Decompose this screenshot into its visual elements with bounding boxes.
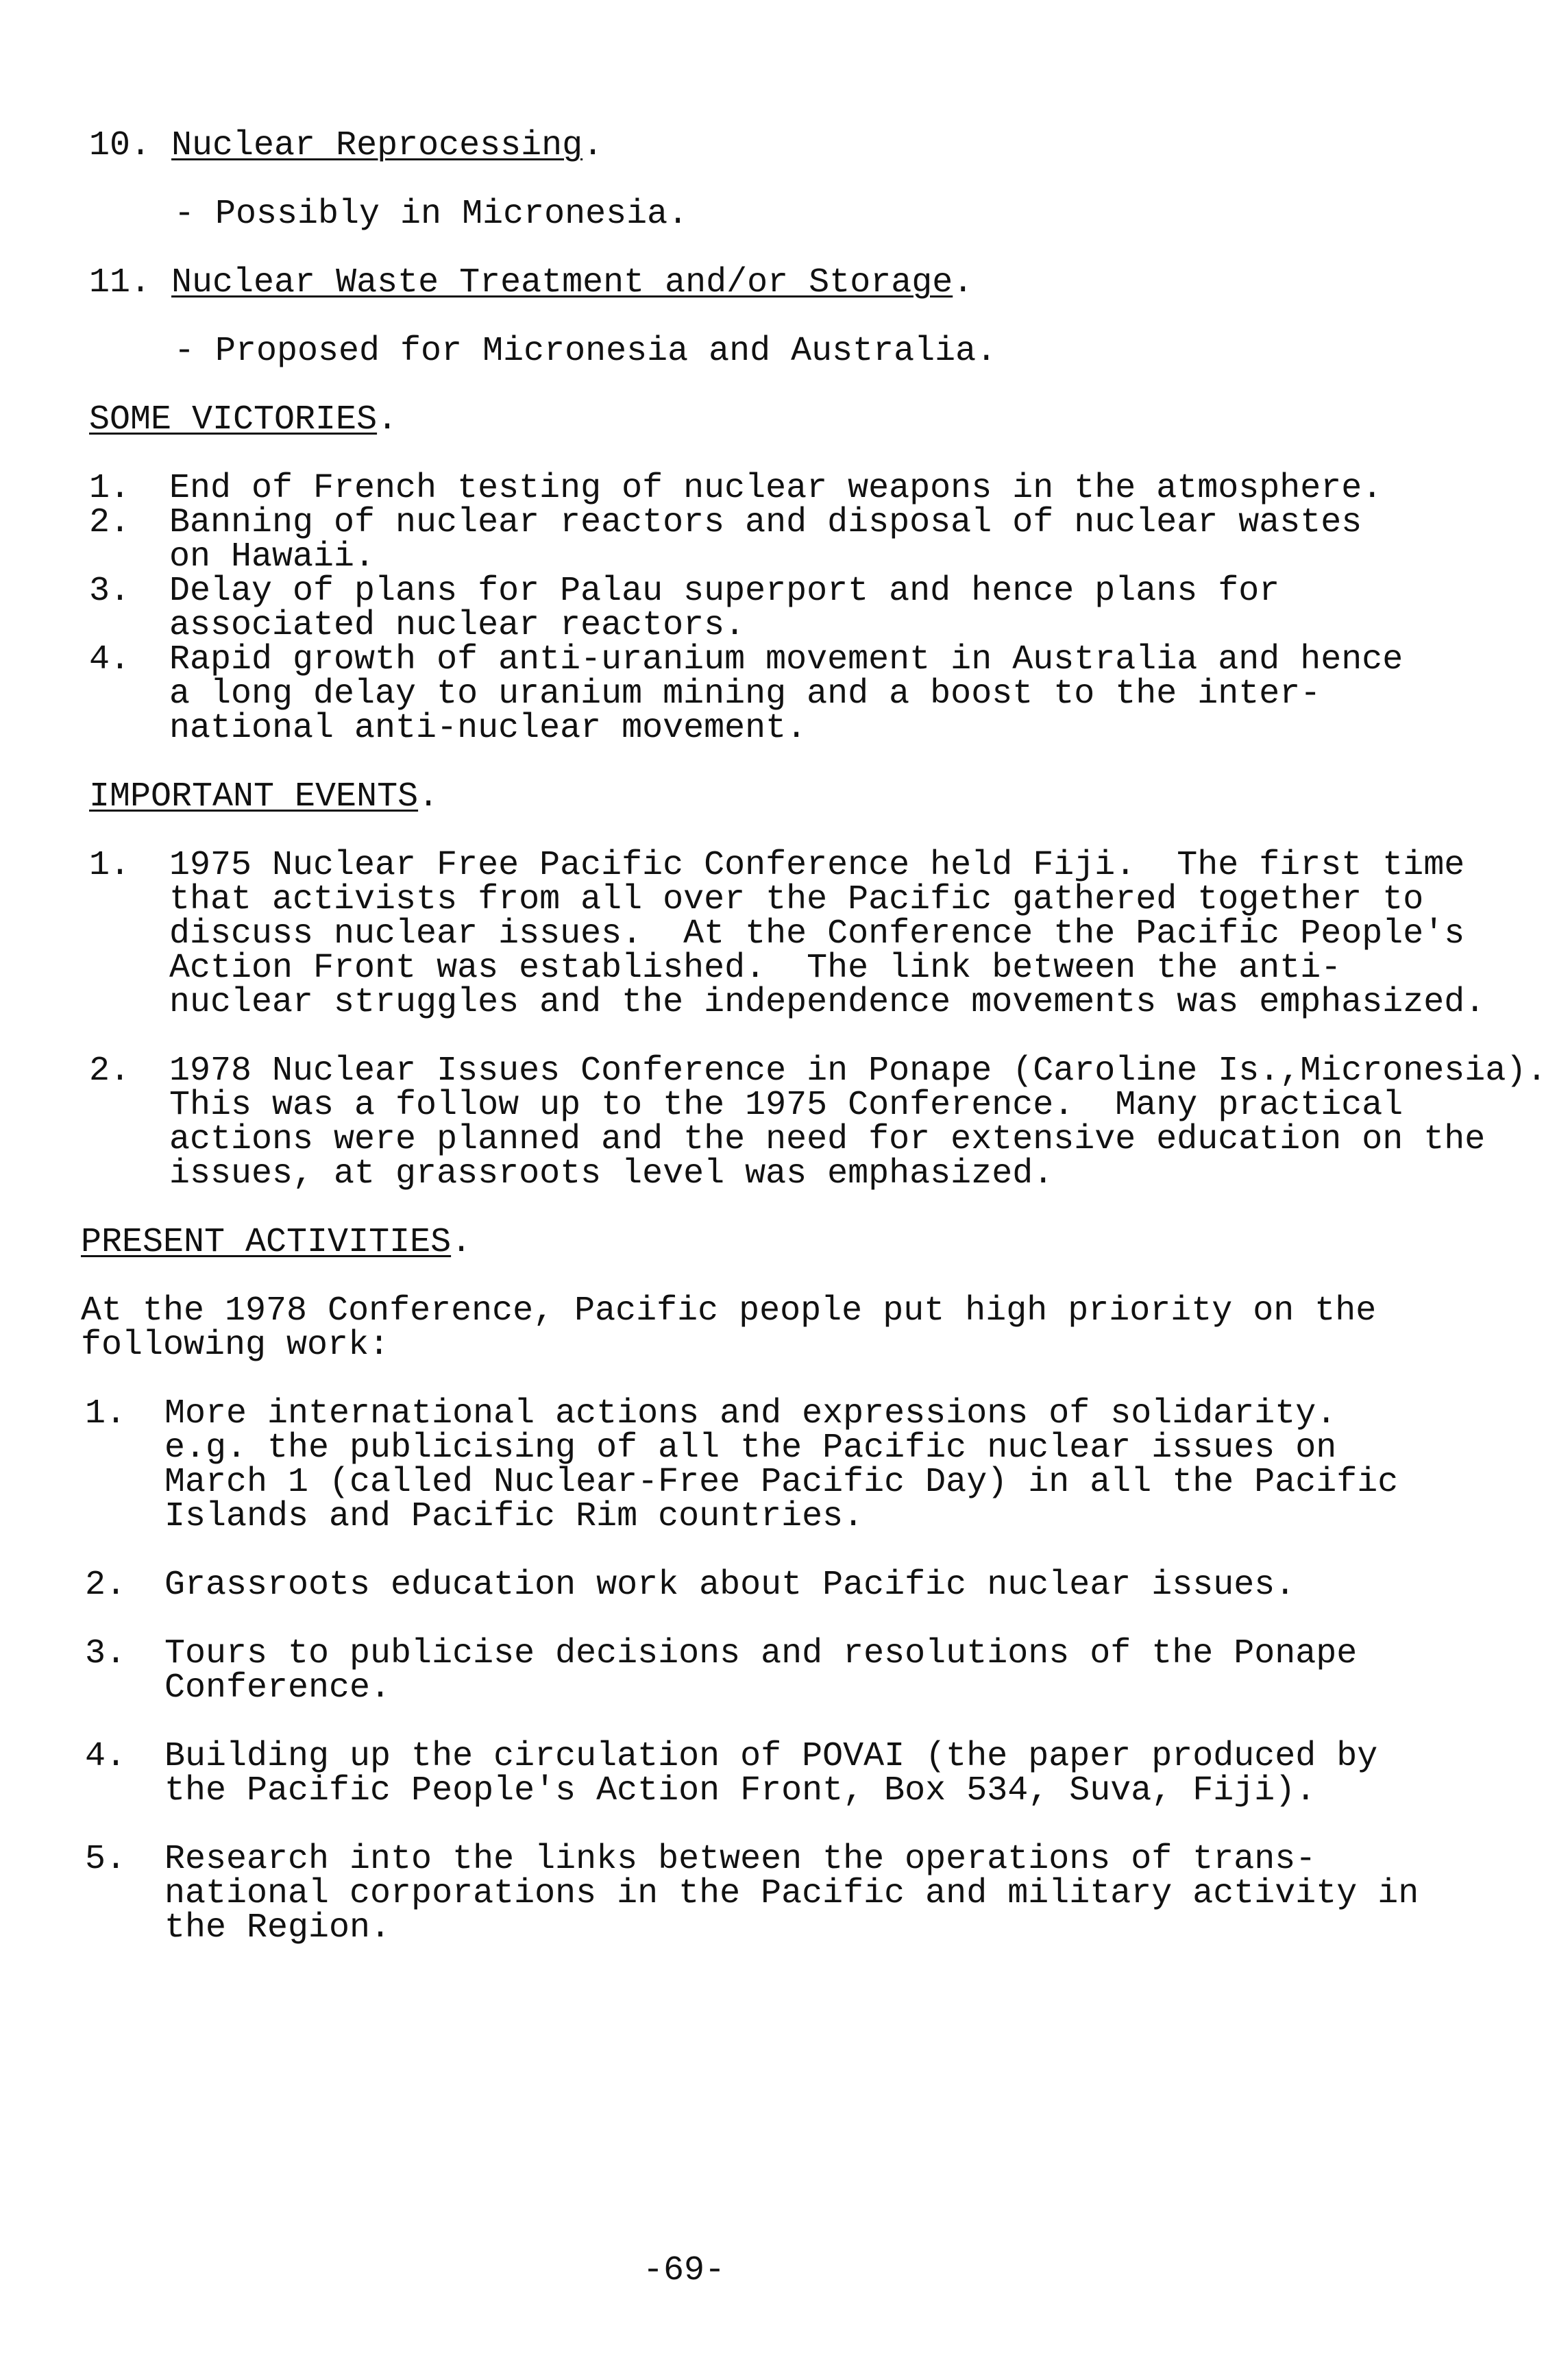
activity-4-line-2: the Pacific People's Action Front, Box 534, Suva, Fiji). xyxy=(164,1771,1316,1810)
victory-2-line-1: Banning of nuclear reactors and disposal of nuclear wastes xyxy=(169,503,1362,542)
activity-3-number: 3. xyxy=(85,1634,127,1673)
event-1-line-1: 1975 Nuclear Free Pacific Conference held Fiji. The first time xyxy=(169,846,1465,885)
victory-1-line-1: End of French testing of nuclear weapons in the atmosphere. xyxy=(169,469,1383,508)
event-2-line-4: issues, at grassroots level was emphasized. xyxy=(169,1154,1054,1193)
activities-heading-punct: . xyxy=(451,1223,472,1262)
item-11-detail: - Proposed for Micronesia and Australia. xyxy=(174,332,997,371)
activity-2-line-1: Grassroots education work about Pacific nuclear issues. xyxy=(164,1566,1296,1605)
item-10-title: Nuclear Reprocessing xyxy=(171,126,583,165)
event-1-line-4: Action Front was established. The link between the anti- xyxy=(169,949,1342,988)
activity-5-line-2: national corporations in the Pacific and military activity in xyxy=(164,1874,1419,1913)
event-1-line-3: discuss nuclear issues. At the Conference the Pacific People's xyxy=(169,914,1465,954)
activity-1-line-2: e.g. the publicising of all the Pacific nuclear issues on xyxy=(164,1429,1337,1468)
item-11-title: Nuclear Waste Treatment and/or Storage xyxy=(171,263,953,302)
activities-heading-text: PRESENT ACTIVITIES xyxy=(81,1223,452,1262)
item-10-number: 10. xyxy=(89,126,151,165)
events-heading-text: IMPORTANT EVENTS xyxy=(89,777,419,816)
item-11-title-punct: . xyxy=(953,263,974,302)
item-11-number: 11. xyxy=(89,263,151,302)
victory-2-line-2: on Hawaii. xyxy=(169,537,376,576)
victories-heading-text: SOME VICTORIES xyxy=(89,400,378,439)
events-heading-punct: . xyxy=(418,777,439,816)
events-heading xyxy=(89,777,439,816)
event-2-line-3: actions were planned and the need for extensive education on the xyxy=(169,1120,1486,1159)
activity-5-line-1: Research into the links between the operations of trans- xyxy=(164,1840,1316,1879)
victory-4-line-2: a long delay to uranium mining and a boost to the inter- xyxy=(169,675,1321,714)
victory-4-number: 4. xyxy=(89,640,131,679)
activities-intro-line-1: At the 1978 Conference, Pacific people put high priority on the xyxy=(81,1291,1377,1331)
activity-5-number: 5. xyxy=(85,1840,127,1879)
item-11-line xyxy=(89,263,974,302)
event-1-number: 1. xyxy=(89,846,131,885)
activity-4-number: 4. xyxy=(85,1737,127,1776)
activity-2-number: 2. xyxy=(85,1566,127,1605)
victories-heading xyxy=(89,400,398,439)
event-2-line-2: This was a follow up to the 1975 Conference. Many practical xyxy=(169,1086,1403,1125)
event-2-number: 2. xyxy=(89,1052,131,1091)
item-10-detail: - Possibly in Micronesia. xyxy=(174,195,689,234)
activity-4-line-1: Building up the circulation of POVAI (the paper produced by xyxy=(164,1737,1378,1776)
victory-3-line-2: associated nuclear reactors. xyxy=(169,606,746,645)
activity-1-number: 1. xyxy=(85,1394,127,1433)
event-2-line-1: 1978 Nuclear Issues Conference in Ponape (Caroline Is.,Micronesia). xyxy=(169,1052,1547,1091)
victory-3-number: 3. xyxy=(89,572,131,611)
victory-4-line-3: national anti-nuclear movement. xyxy=(169,709,807,748)
activity-1-line-4: Islands and Pacific Rim countries. xyxy=(164,1497,864,1536)
victory-2-number: 2. xyxy=(89,503,131,542)
page-number: -69- xyxy=(643,2251,726,2290)
item-10-title-punct: . xyxy=(583,126,604,165)
event-1-line-2: that activists from all over the Pacific gathered together to xyxy=(169,880,1424,919)
event-1-line-5: nuclear struggles and the independence movements was emphasized. xyxy=(169,983,1486,1022)
item-10-line xyxy=(89,126,604,165)
victory-1-number: 1. xyxy=(89,469,131,508)
activity-1-line-1: More international actions and expressions of solidarity. xyxy=(164,1394,1337,1433)
activity-1-line-3: March 1 (called Nuclear-Free Pacific Day) in all the Pacific xyxy=(164,1463,1399,1502)
activities-heading xyxy=(81,1223,472,1262)
victories-heading-punct: . xyxy=(377,400,398,439)
activities-intro-line-2: following work: xyxy=(81,1326,390,1365)
victory-4-line-1: Rapid growth of anti-uranium movement in Australia and hence xyxy=(169,640,1403,679)
victory-3-line-1: Delay of plans for Palau superport and hence plans for xyxy=(169,572,1280,611)
activity-5-line-3: the Region. xyxy=(164,1908,391,1947)
activity-3-line-2: Conference. xyxy=(164,1668,391,1708)
activity-3-line-1: Tours to publicise decisions and resolutions of the Ponape xyxy=(164,1634,1358,1673)
